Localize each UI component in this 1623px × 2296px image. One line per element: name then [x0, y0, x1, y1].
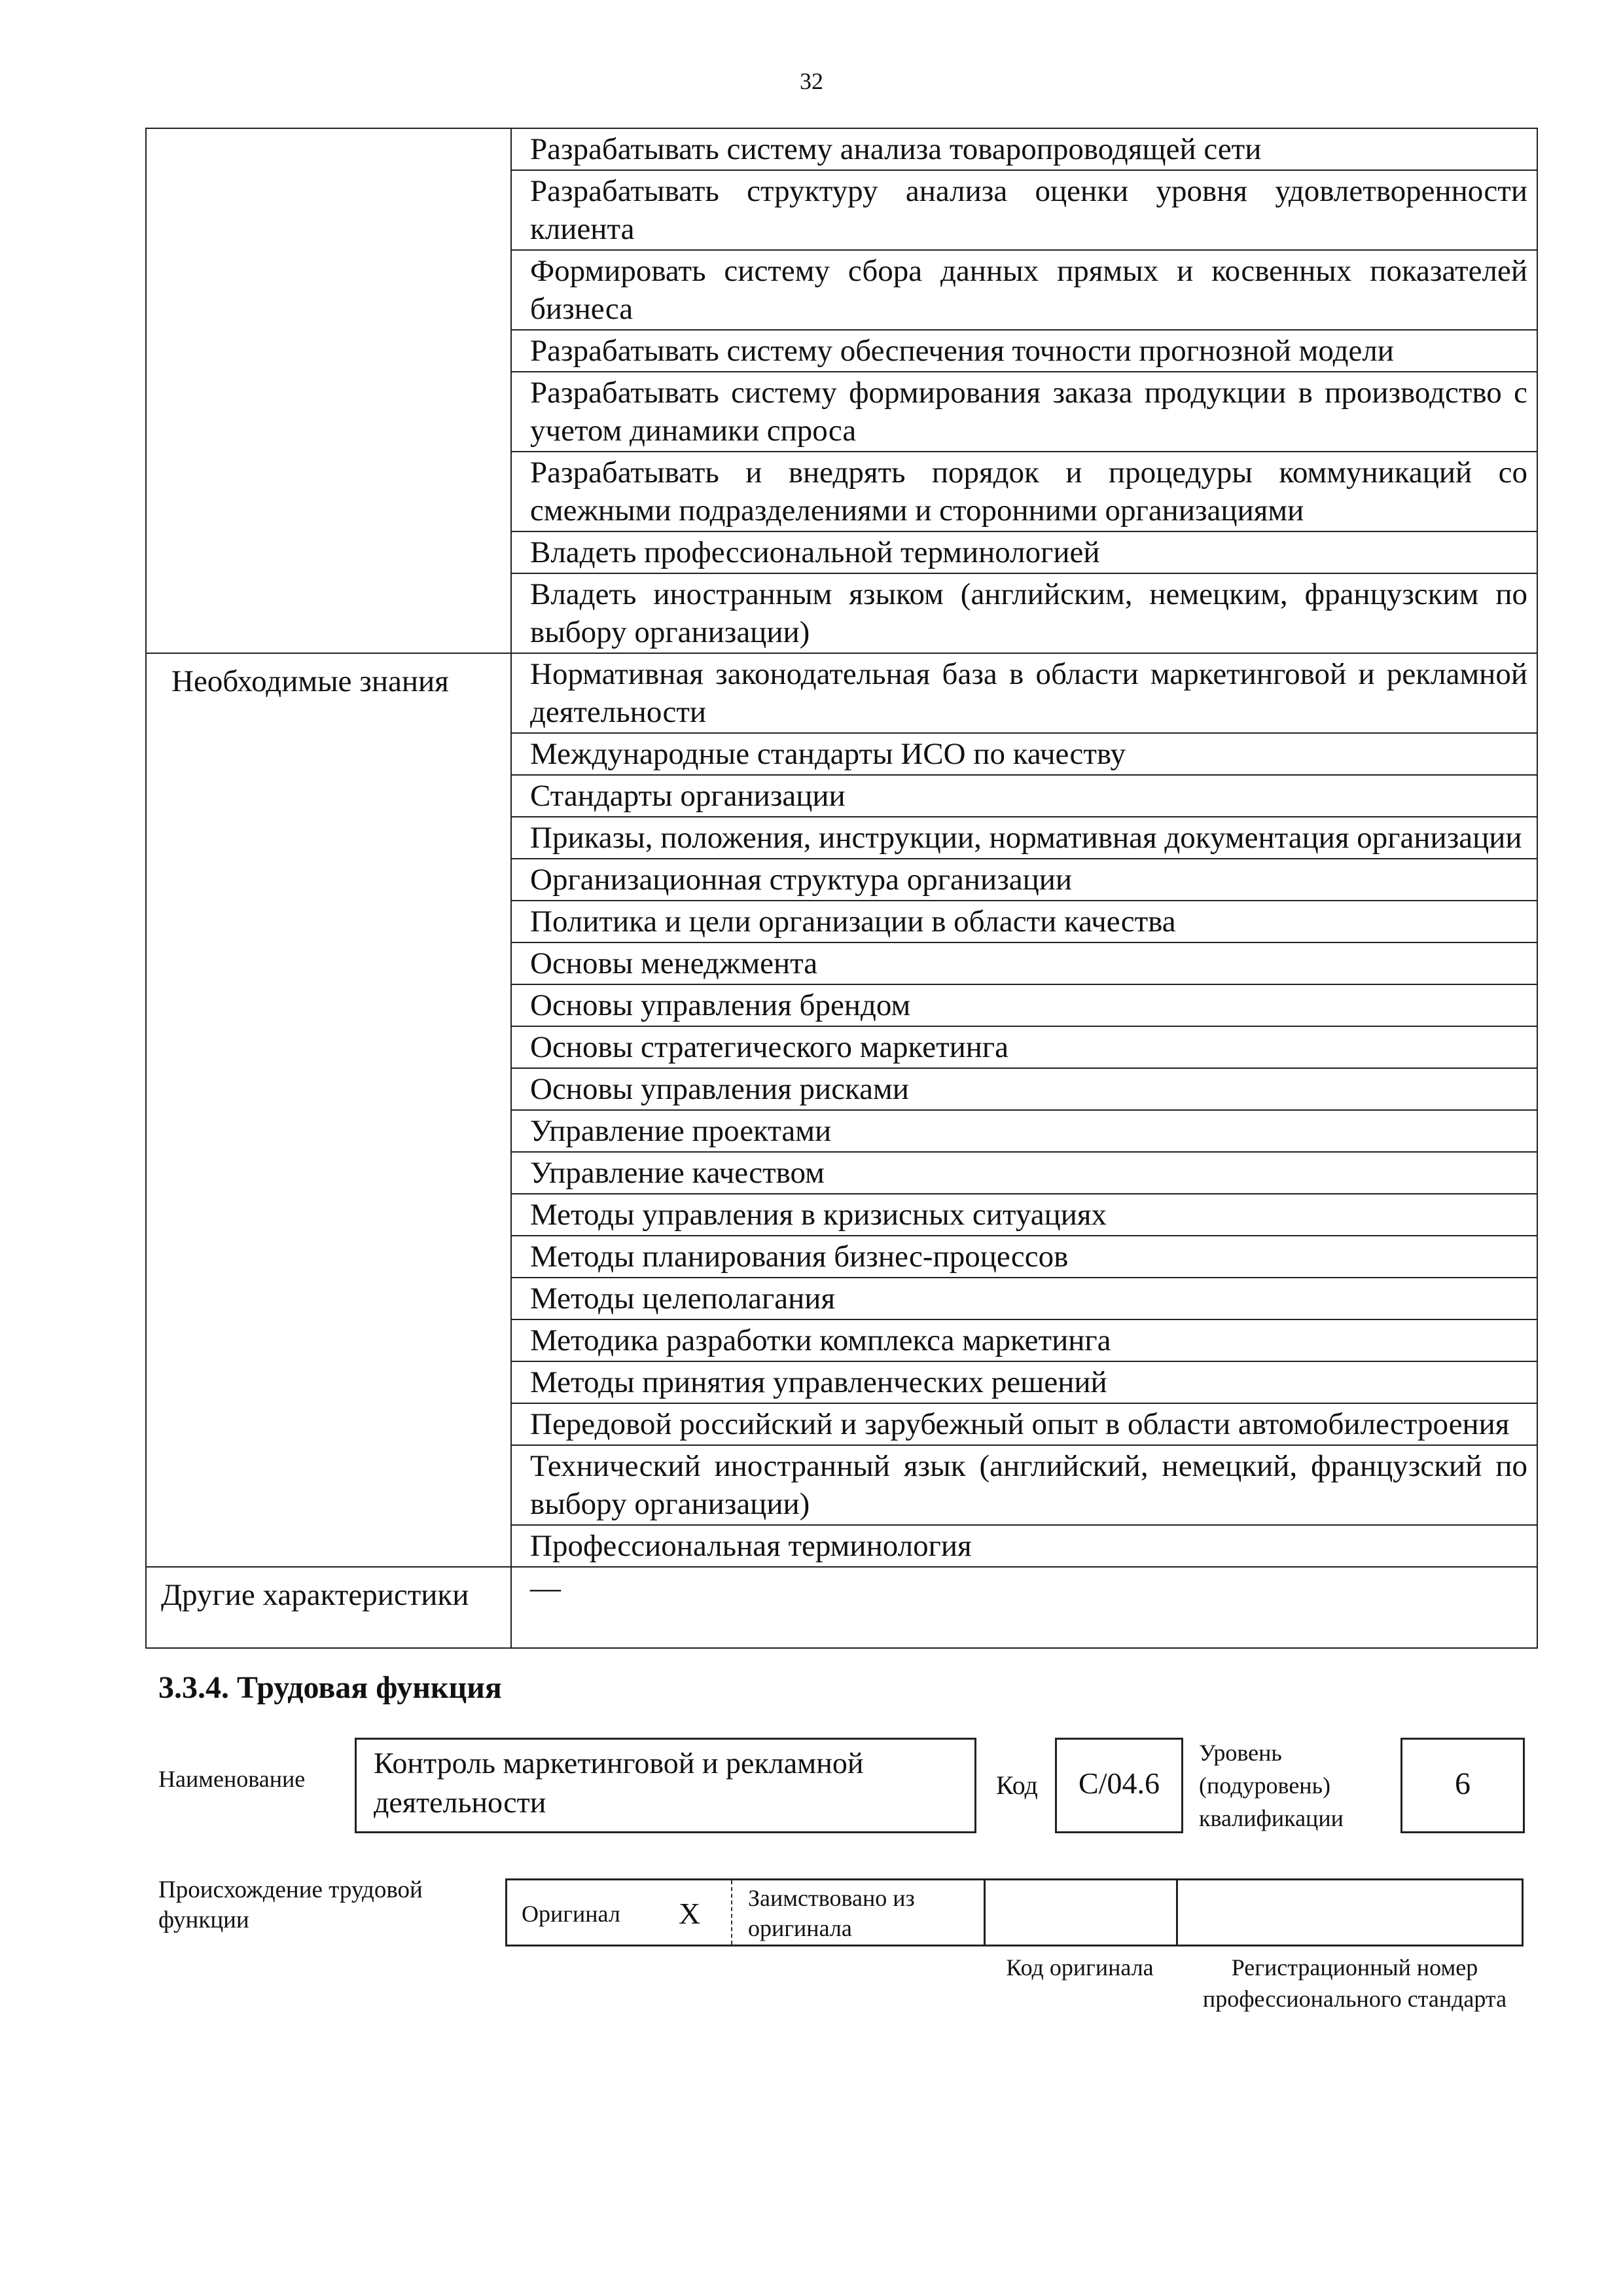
borrowed-label: Заимствовано из оригинала [748, 1885, 915, 1941]
origin-row [505, 1878, 1524, 1946]
table-cell: Профессиональная терминология [511, 1525, 1537, 1567]
table-cell: Нормативная законодательная база в области маркетинговой и рекламной деятельности [511, 653, 1537, 733]
table-cell: Приказы, положения, инструкции, нормативная документация организации [511, 817, 1537, 859]
table-cell: Владеть профессиональной терминологией [511, 531, 1537, 573]
table-cell: Методы принятия управленческих решений [511, 1361, 1537, 1403]
origin-label: Происхождение трудовой функции [158, 1876, 423, 1933]
table-cell: Технический иностранный язык (английский, немецкий, французский по выбору организации) [511, 1445, 1537, 1525]
table-cell: Международные стандарты ИСО по качеству [511, 733, 1537, 775]
table-cell: Основы управления брендом [511, 984, 1537, 1026]
code-label: Код [996, 1770, 1038, 1800]
table-cell: Стандарты организации [511, 775, 1537, 817]
section-heading: 3.3.4. Трудовая функция [158, 1670, 502, 1705]
table-cell: Основы стратегического маркетинга [511, 1026, 1537, 1068]
origin-divider [731, 1880, 732, 1945]
table-row [146, 653, 1537, 733]
table-cell: Разрабатывать систему анализа товаропроводящей сети [511, 128, 1537, 170]
table-cell: Методы управления в кризисных ситуациях [511, 1194, 1537, 1236]
reg-caption: Регистрационный номер профессионального стандарта [1202, 1954, 1507, 2012]
name-value: Контроль маркетинговой и рекламной деятельности [374, 1746, 864, 1819]
table-cell: Методика разработки комплекса маркетинга [511, 1319, 1537, 1361]
table-cell: Управление проектами [511, 1110, 1537, 1152]
table-cell: Методы целеполагания [511, 1278, 1537, 1319]
origin-divider [984, 1880, 986, 1945]
table-cell: Разрабатывать структуру анализа оценки уровня удовлетворенности клиента [511, 170, 1537, 250]
original-label: Оригинал [522, 1901, 620, 1927]
table-cell: Разрабатывать систему обеспечения точности прогнозной модели [511, 330, 1537, 372]
table-cell: Формировать систему сбора данных прямых и косвенных показателей бизнеса [511, 250, 1537, 330]
table-cell: Разрабатывать и внедрять порядок и процедуры коммуникаций со смежными подразделениями и сторонними организациями [511, 452, 1537, 531]
page-number: 32 [800, 68, 823, 94]
table-cell: Управление качеством [511, 1152, 1537, 1194]
table-cell: Методы планирования бизнес-процессов [511, 1236, 1537, 1278]
table-cell: Владеть иностранным языком (английским, немецким, французским по выбору организации) [511, 573, 1537, 653]
code-value: С/04.6 [1079, 1767, 1160, 1800]
level-value: 6 [1455, 1767, 1471, 1801]
table-row [146, 128, 1537, 170]
name-value-box [355, 1738, 976, 1833]
code-caption: Код оригинала [1006, 1954, 1154, 1981]
code-box [1055, 1738, 1183, 1833]
original-mark: X [679, 1897, 701, 1930]
other-label: Другие характеристики [146, 1567, 511, 1648]
origin-divider [1176, 1880, 1178, 1945]
table-cell: Разрабатывать систему формирования заказа продукции в производство с учетом динамики спроса [511, 372, 1537, 452]
table-cell: Политика и цели организации в области качества [511, 901, 1537, 942]
table-cell: Организационная структура организации [511, 859, 1537, 901]
table-cell: Передовой российский и зарубежный опыт в области автомобилестроения [511, 1403, 1537, 1445]
knowledge-label: Необходимые знания [146, 653, 511, 1567]
table-cell: Основы менеджмента [511, 942, 1537, 984]
level-label: Уровень (подуровень) квалификации [1199, 1740, 1344, 1831]
skills-label-cell [146, 128, 511, 653]
name-label: Наименование [158, 1766, 306, 1792]
table-row [146, 1567, 1537, 1648]
table-cell: Основы управления рисками [511, 1068, 1537, 1110]
level-box [1400, 1738, 1525, 1833]
other-value: — [511, 1567, 1537, 1648]
skills-knowledge-table [145, 128, 1538, 1649]
